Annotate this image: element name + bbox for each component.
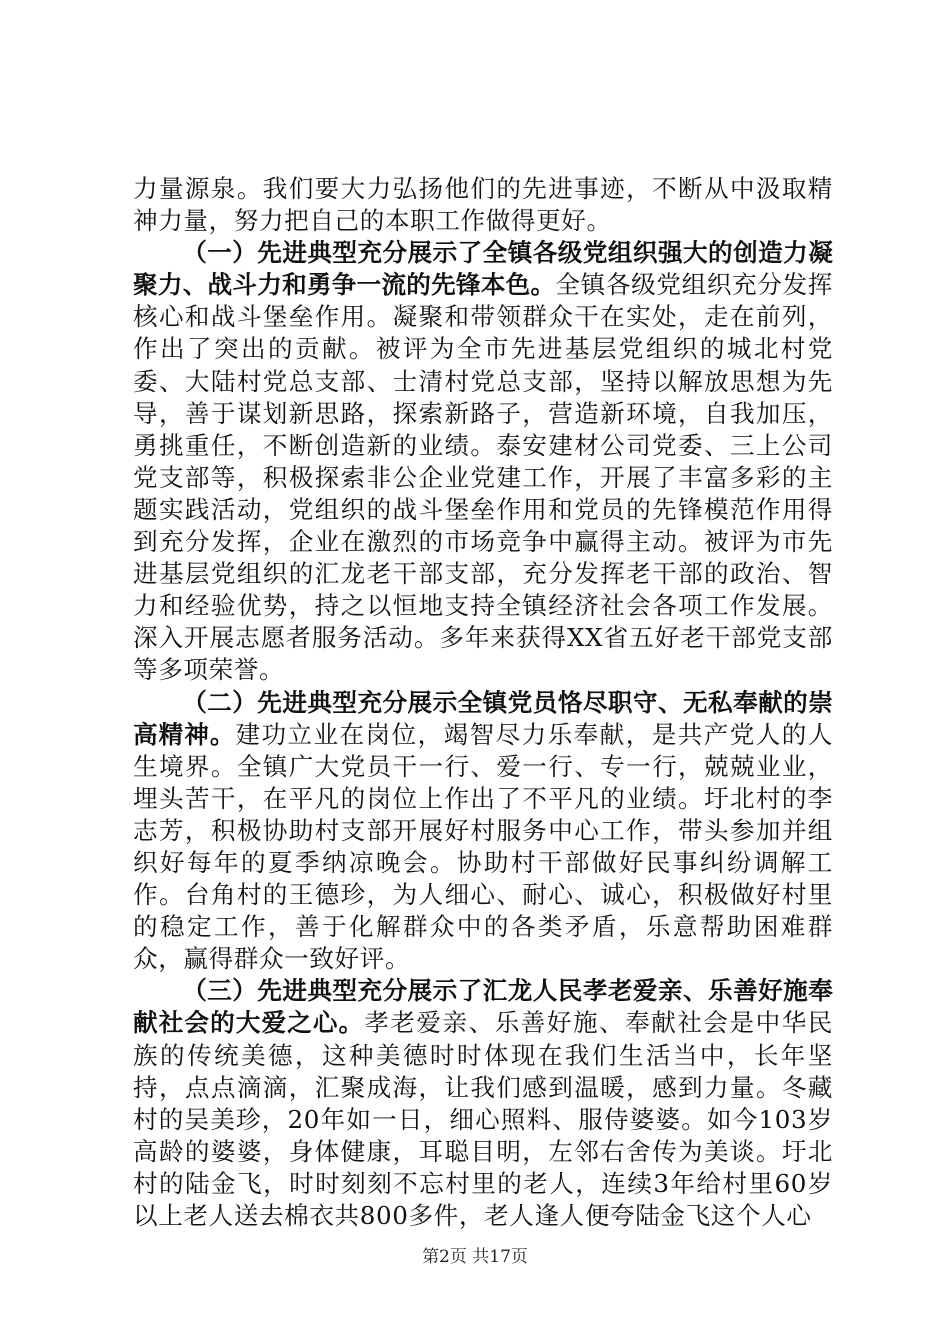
section-heading-one: （一）先进典型充分展示了全镇各级党组织强大的创造力凝聚力、战斗力和勇争一流的先锋本色。: [133, 238, 833, 300]
paragraph-continuation: [133, 173, 833, 237]
paragraph-text: 建功立业在岗位，竭智尽力乐奉献，是共产党人的人生境界。全镇广大党员干一行、爱一行、专一行，兢兢业业，埋头苦干，在平凡的岗位上作出了不平凡的业绩。圩北村的李志芳，积极协助村支部开展好村服务中心工作，带头参加并组织好每年的夏季纳凉晚会。协助村干部做好民事纠纷调解工作。台角村的王德珍，为人细心、耐心、诚心，积极做好村里的稳定工作，善于化解群众中的各类矛盾，乐意帮助困难群众，赢得群众一致好评。: [133, 719, 833, 974]
document-body: [133, 173, 833, 1232]
paragraph-section-two: [133, 687, 833, 976]
paragraph-section-three: [133, 975, 833, 1232]
paragraph-text: 力量源泉。我们要大力弘扬他们的先进事迹，不断从中汲取精神力量，努力把自己的本职工作做得更好。: [133, 174, 833, 236]
section-heading-two: （二）先进典型充分展示全镇党员恪尽职守、无私奉献的崇高精神。: [133, 687, 833, 749]
page-footer: 第2页 共17页: [422, 1247, 528, 1267]
paragraph-text: 孝老爱亲、乐善好施、奉献社会是中华民族的传统美德，这种美德时时体现在我们生活当中，长年坚持，点点滴滴，汇聚成海，让我们感到温暖，感到力量。冬藏村的吴美珍，20年如一日，细心照料、服侍婆婆。如今103岁高龄的婆婆，身体健康，耳聪目明，左邻右舍传为美谈。圩北村的陆金飞，时时刻刻不忘村里的老人，连续3年给村里60岁以上老人送去棉衣共800多件，老人逢人便夸陆金飞这个人心: [133, 1008, 833, 1230]
paragraph-section-one: [133, 237, 833, 686]
paragraph-text: 全镇各级党组织充分发挥核心和战斗堡垒作用。凝聚和带领群众干在实处，走在前列，作出了突出的贡献。被评为全市先进基层党组织的城北村党委、大陆村党总支部、士清村党总支部，坚持以解放思想为先导，善于谋划新思路，探索新路子，营造新环境，自我加压，勇挑重任，不断创造新的业绩。泰安建材公司党委、三上公司党支部等，积极探索非公企业党建工作，开展了丰富多彩的主题实践活动，党组织的战斗堡垒作用和党员的先锋模范作用得到充分发挥，企业在激烈的市场竞争中赢得主动。被评为市先进基层党组织的汇龙老干部支部，充分发挥老干部的政治、智力和经验优势，持之以恒地支持全镇经济社会各项工作发展。深入开展志愿者服务活动。多年来获得XX省五好老干部党支部等多项荣誉。: [133, 270, 833, 685]
section-heading-three: （三）先进典型充分展示了汇龙人民孝老爱亲、乐善好施奉献社会的大爱之心。: [133, 976, 833, 1038]
